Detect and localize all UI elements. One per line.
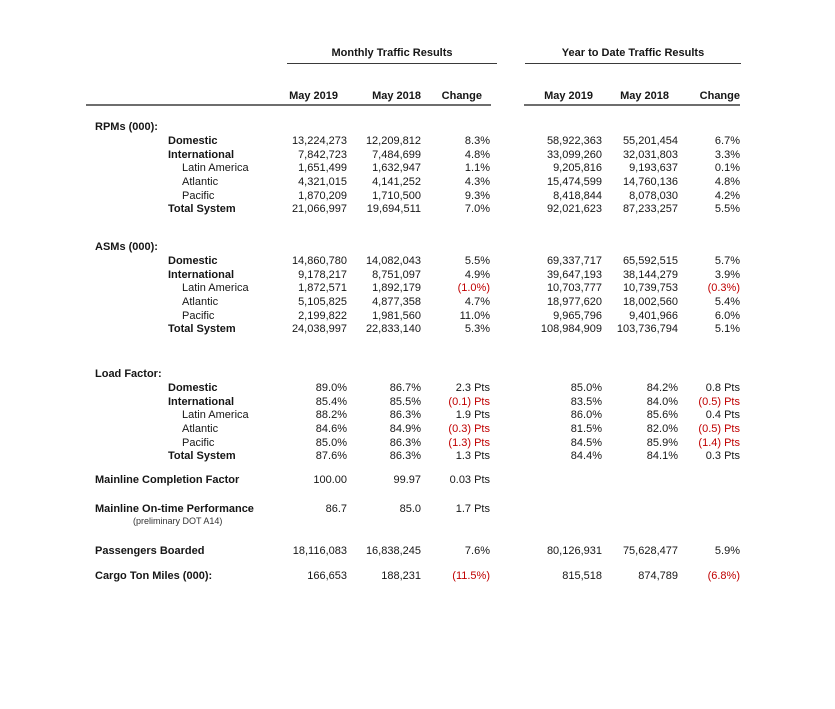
value-cell: 1,651,499: [298, 162, 347, 175]
column-gap: [490, 323, 526, 337]
value-cell: 81.5%: [570, 423, 602, 436]
value-cell: 6.7%: [714, 134, 740, 147]
value-cell: 0.3 Pts: [705, 450, 740, 463]
value-cell: 5.3%: [464, 323, 490, 336]
value-cell: 1,870,209: [298, 189, 347, 202]
table-row: [86, 310, 740, 324]
value-cell: 10,703,777: [546, 282, 602, 295]
row-label: Atlantic: [182, 176, 219, 189]
value-cell: 4,321,015: [298, 176, 347, 189]
column-gap: [490, 396, 526, 410]
row-label: Latin America: [182, 409, 249, 422]
row-label: Pacific: [182, 309, 215, 322]
value-cell: 18,977,620: [546, 296, 602, 309]
value-cell: 18,116,083: [292, 544, 347, 557]
row-label: Pacific: [182, 189, 215, 202]
table-row: [86, 296, 740, 310]
value-cell: 5,105,825: [298, 296, 347, 309]
value-cell: 8,078,030: [629, 189, 678, 202]
column-header-ytd-may-2019: May 2019: [544, 89, 593, 102]
value-cell: 1.7 Pts: [455, 502, 490, 515]
section-title: Load Factor:: [95, 368, 162, 381]
value-cell: (0.5) Pts: [698, 423, 740, 436]
value-cell: 8,751,097: [372, 268, 421, 281]
value-cell: 100.00: [313, 473, 347, 486]
section-asms: [86, 241, 740, 337]
value-cell: 22,833,140: [365, 323, 421, 336]
value-cell: [526, 474, 602, 488]
monthly-results-header: Monthly Traffic Results: [287, 46, 497, 64]
value-cell: 80,126,931: [546, 544, 602, 557]
value-cell: 16,838,245: [365, 544, 421, 557]
value-cell: 84.1%: [646, 450, 678, 463]
value-cell: 38,144,279: [622, 268, 678, 281]
table-row: [86, 570, 740, 584]
value-cell: 1.9 Pts: [455, 409, 490, 422]
column-gap: [490, 296, 526, 310]
value-cell: (1.3) Pts: [448, 436, 490, 449]
value-cell: 0.1%: [714, 162, 740, 175]
value-cell: 4.3%: [464, 176, 490, 189]
value-cell: 874,789: [638, 570, 678, 582]
value-cell: 19,694,511: [366, 203, 421, 216]
value-cell: 5.1%: [714, 323, 740, 336]
value-cell: 2.3 Pts: [455, 381, 490, 394]
value-cell: 10,739,753: [622, 282, 678, 295]
row-label: Latin America: [182, 162, 249, 175]
column-gap: [490, 269, 526, 283]
row-label: Passengers Boarded: [95, 544, 205, 557]
value-cell: 1,981,560: [372, 309, 421, 322]
value-cell: 9,401,966: [629, 309, 678, 322]
value-cell: 1.3 Pts: [455, 450, 490, 463]
value-cell: (11.5%): [452, 570, 490, 582]
value-cell: (0.3) Pts: [448, 423, 490, 436]
value-cell: 87,233,257: [622, 203, 678, 216]
value-cell: [602, 474, 678, 488]
column-gap: [490, 423, 526, 437]
header-rule-monthly: [86, 104, 491, 106]
column-header-monthly-may-2018: May 2018: [372, 89, 421, 102]
column-gap: [490, 474, 526, 488]
value-cell: 86.3%: [389, 436, 421, 449]
metric-cargo-ton-miles: [86, 570, 740, 584]
value-cell: 4.9%: [464, 268, 490, 281]
column-gap: [490, 570, 526, 584]
column-gap: [490, 545, 526, 559]
row-label: Domestic: [168, 254, 218, 267]
value-cell: 58,922,363: [546, 134, 602, 147]
value-cell: 9,178,217: [298, 268, 347, 281]
value-cell: 6.0%: [714, 309, 740, 322]
value-cell: 85.0: [399, 502, 421, 515]
value-cell: 88.2%: [315, 409, 347, 422]
row-label: Domestic: [168, 381, 218, 394]
row-label: Cargo Ton Miles (000):: [95, 570, 213, 582]
ytd-results-header: Year to Date Traffic Results: [525, 46, 741, 64]
value-cell: 1,872,571: [298, 282, 347, 295]
value-cell: 85.9%: [646, 436, 678, 449]
row-label: Atlantic: [182, 423, 219, 436]
value-cell: 7.6%: [464, 544, 490, 557]
value-cell: [678, 474, 740, 488]
metric-passengers-boarded: [86, 545, 740, 559]
value-cell: [678, 503, 740, 517]
table-row: [86, 545, 740, 559]
value-cell: 83.5%: [570, 395, 602, 408]
value-cell: 0.8 Pts: [705, 381, 740, 394]
table-row: [86, 409, 740, 423]
column-gap: [490, 437, 526, 451]
value-cell: 9.3%: [464, 189, 490, 202]
value-cell: 15,474,599: [546, 176, 602, 189]
value-cell: 7,484,699: [372, 148, 421, 161]
column-header-monthly-change: Change: [441, 89, 482, 102]
value-cell: 18,002,560: [622, 296, 678, 309]
value-cell: 13,224,273: [291, 134, 347, 147]
value-cell: 7.0%: [464, 203, 490, 216]
value-cell: 65,592,515: [622, 254, 678, 267]
value-cell: 84.5%: [570, 436, 602, 449]
column-gap: [490, 90, 526, 104]
column-header-row: [86, 90, 740, 104]
row-label: Mainline On-time Performance: [95, 502, 254, 515]
row-label: Mainline Completion Factor: [95, 473, 240, 486]
value-cell: 14,860,780: [291, 254, 347, 267]
column-gap: [490, 190, 526, 204]
value-cell: 8,418,844: [553, 189, 602, 202]
value-cell: 85.5%: [389, 395, 421, 408]
value-cell: 5.4%: [714, 296, 740, 309]
value-cell: 0.03 Pts: [449, 473, 490, 486]
value-cell: 108,984,909: [540, 323, 602, 336]
value-cell: 4,141,252: [372, 176, 421, 189]
value-cell: 9,205,816: [553, 162, 602, 175]
column-gap: [490, 409, 526, 423]
table-row: [86, 282, 740, 296]
value-cell: 84.0%: [646, 395, 678, 408]
value-cell: 3.3%: [714, 148, 740, 161]
header-rule-ytd: [524, 104, 740, 106]
value-cell: 14,760,136: [622, 176, 678, 189]
value-cell: 0.4 Pts: [705, 409, 740, 422]
value-cell: 92,021,623: [546, 203, 602, 216]
metric-footnote: (preliminary DOT A14): [133, 516, 223, 527]
table-row: [86, 135, 740, 149]
column-gap: [490, 176, 526, 190]
value-cell: (1.4) Pts: [698, 436, 740, 449]
row-label: Latin America: [182, 282, 249, 295]
value-cell: 33,099,260: [546, 148, 602, 161]
row-label: Pacific: [182, 436, 215, 449]
table-row: [86, 269, 740, 283]
table-row: [86, 255, 740, 269]
value-cell: 55,201,454: [622, 134, 678, 147]
section-rpms: [86, 121, 740, 217]
value-cell: 188,231: [381, 570, 421, 582]
column-gap: [490, 203, 526, 217]
row-label: International: [168, 148, 235, 161]
table-row: [86, 396, 740, 410]
column-gap: [490, 382, 526, 396]
value-cell: 86.7%: [389, 381, 421, 394]
value-cell: 84.6%: [315, 423, 347, 436]
table-row: [86, 382, 740, 396]
value-cell: 4,877,358: [372, 296, 421, 309]
value-cell: 5.5%: [464, 254, 490, 267]
value-cell: 85.0%: [570, 381, 602, 394]
value-cell: 1,710,500: [372, 189, 421, 202]
value-cell: 4.7%: [464, 296, 490, 309]
value-cell: (0.5) Pts: [698, 395, 740, 408]
metric-on-time-performance: [86, 503, 740, 528]
value-cell: 14,082,043: [365, 254, 421, 267]
column-header-ytd-may-2018: May 2018: [620, 89, 669, 102]
value-cell: 166,653: [307, 570, 347, 582]
table-row: [86, 450, 740, 464]
column-gap: [490, 310, 526, 324]
value-cell: 5.9%: [714, 544, 740, 557]
metric-completion-factor: [86, 474, 740, 488]
value-cell: 4.2%: [714, 189, 740, 202]
value-cell: 99.97: [393, 473, 421, 486]
value-cell: 84.9%: [389, 423, 421, 436]
value-cell: 815,518: [562, 570, 602, 582]
value-cell: 84.2%: [646, 381, 678, 394]
value-cell: 85.0%: [315, 436, 347, 449]
table-row: [86, 203, 740, 217]
value-cell: 84.4%: [570, 450, 602, 463]
value-cell: 3.9%: [714, 268, 740, 281]
value-cell: 39,647,193: [546, 268, 602, 281]
row-label: Domestic: [168, 134, 218, 147]
table-row: [86, 437, 740, 451]
column-header-monthly-may-2019: May 2019: [289, 89, 338, 102]
section-load-factor: [86, 368, 740, 464]
table-row: [86, 176, 740, 190]
table-row: [86, 503, 740, 517]
value-cell: 1,892,179: [372, 282, 421, 295]
row-label: Atlantic: [182, 296, 219, 309]
value-cell: (1.0%): [457, 282, 490, 295]
column-gap: [490, 450, 526, 464]
row-label: Total System: [168, 203, 236, 216]
table-row: [86, 474, 740, 488]
value-cell: 4.8%: [464, 148, 490, 161]
value-cell: 11.0%: [459, 309, 490, 322]
value-cell: [526, 503, 602, 517]
value-cell: (0.1) Pts: [448, 395, 490, 408]
value-cell: 8.3%: [464, 134, 490, 147]
column-gap: [490, 503, 526, 517]
value-cell: 5.7%: [714, 254, 740, 267]
value-cell: 12,209,812: [365, 134, 421, 147]
table-row: [86, 423, 740, 437]
value-cell: 86.7: [325, 502, 347, 515]
column-gap: [490, 135, 526, 149]
column-gap: [490, 149, 526, 163]
column-header-ytd-change: Change: [699, 89, 740, 102]
table-row: [86, 149, 740, 163]
value-cell: 103,736,794: [616, 323, 678, 336]
table-row: [86, 190, 740, 204]
value-cell: 1.1%: [464, 162, 490, 175]
value-cell: 85.6%: [646, 409, 678, 422]
value-cell: 86.0%: [570, 409, 602, 422]
value-cell: 24,038,997: [291, 323, 347, 336]
value-cell: 7,842,723: [298, 148, 347, 161]
row-label: Total System: [168, 450, 236, 463]
value-cell: 1,632,947: [372, 162, 421, 175]
value-cell: 4.8%: [714, 176, 740, 189]
value-cell: (6.8%): [707, 570, 740, 582]
value-cell: 5.5%: [714, 203, 740, 216]
section-title: RPMs (000):: [95, 121, 158, 134]
label-column-header: [86, 90, 272, 104]
column-gap: [490, 255, 526, 269]
table-row: [86, 162, 740, 176]
value-cell: 86.3%: [389, 450, 421, 463]
value-cell: 32,031,803: [622, 148, 678, 161]
row-label: Total System: [168, 323, 236, 336]
value-cell: 89.0%: [315, 381, 347, 394]
value-cell: 9,965,796: [553, 309, 602, 322]
value-cell: 75,628,477: [622, 544, 678, 557]
value-cell: 87.6%: [315, 450, 347, 463]
value-cell: 85.4%: [315, 395, 347, 408]
column-gap: [490, 282, 526, 296]
value-cell: 82.0%: [646, 423, 678, 436]
value-cell: 2,199,822: [298, 309, 347, 322]
row-label: International: [168, 395, 235, 408]
value-cell: [602, 503, 678, 517]
value-cell: 21,066,997: [291, 203, 347, 216]
value-cell: (0.3%): [707, 282, 740, 295]
row-label: International: [168, 268, 235, 281]
table-row: [86, 323, 740, 337]
value-cell: 86.3%: [389, 409, 421, 422]
section-title: ASMs (000):: [95, 241, 158, 254]
value-cell: 9,193,637: [629, 162, 678, 175]
column-gap: [490, 162, 526, 176]
value-cell: 69,337,717: [546, 254, 602, 267]
